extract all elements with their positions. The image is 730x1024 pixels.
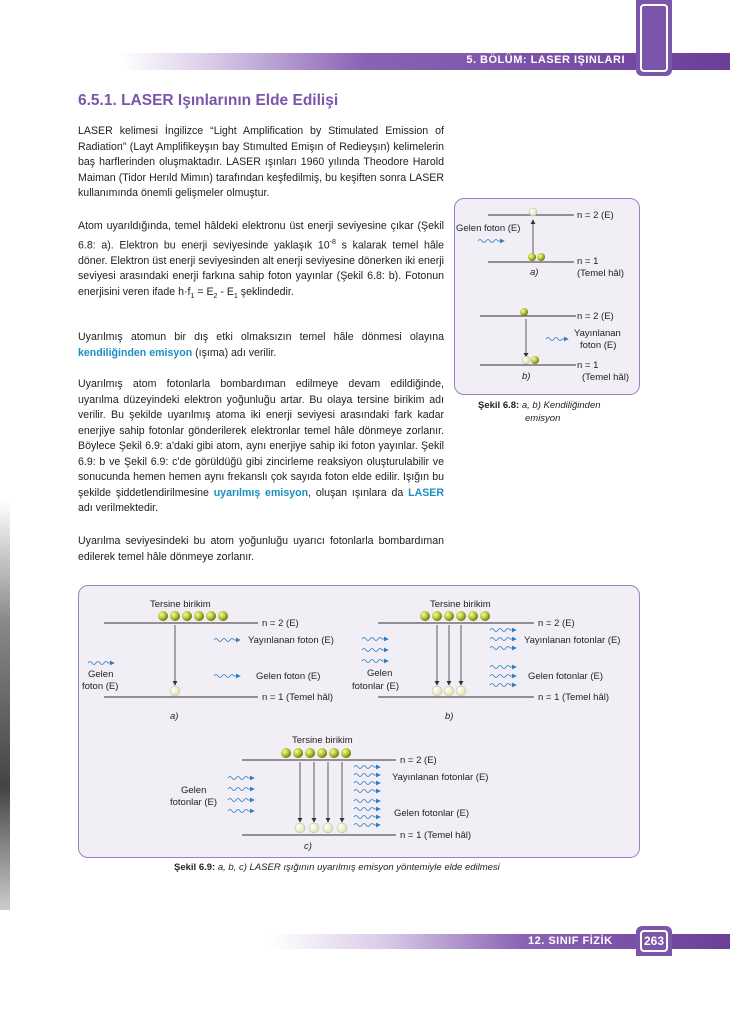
book-title: 12. SINIF FİZİK bbox=[528, 935, 613, 947]
label-population-inversion: Tersine birikim bbox=[150, 599, 211, 610]
photon-icon bbox=[362, 638, 388, 641]
subscript: 1 bbox=[190, 292, 195, 300]
paragraph-spontaneous bbox=[78, 330, 444, 361]
label-incoming: Gelen bbox=[181, 785, 207, 796]
keyword-laser: LASER bbox=[408, 486, 444, 499]
text-run: = E bbox=[194, 285, 214, 298]
figure-6-9-caption bbox=[174, 862, 500, 873]
atom-ground-empty bbox=[522, 356, 530, 364]
label-ground-state: (Temel hâl) bbox=[577, 268, 624, 279]
photon-icon bbox=[490, 675, 516, 678]
paragraph-stimulated bbox=[78, 377, 444, 517]
text-run: (ışıma) adı verilir. bbox=[192, 346, 277, 359]
text-run: , oluşan ışınlara da bbox=[308, 486, 409, 499]
paragraph-bombardment: Uyarılma seviyesindeki bu atom yoğunluğu uyarıcı fotonlarla bombardıman edilerek temel hâle dönmeye zorlanır. bbox=[78, 535, 444, 563]
atom-ground bbox=[295, 823, 305, 833]
label-incoming: Gelen bbox=[88, 669, 114, 680]
label-incoming-photons: Gelen fotonlar (E) bbox=[528, 671, 603, 682]
atom-ground bbox=[309, 823, 319, 833]
paragraph-excitation bbox=[78, 219, 444, 304]
label-photon-e: foton (E) bbox=[580, 340, 617, 351]
photon-icon bbox=[490, 666, 516, 669]
text-run: Uyarılmış atomun bir dış etki olmaksızın temel hâle dönmesi olayına bbox=[78, 331, 444, 343]
section-title: 6.5.1. LASER Işınlarının Elde Edilişi bbox=[78, 92, 339, 109]
photon-icon bbox=[228, 799, 254, 802]
photon-icon bbox=[490, 629, 516, 632]
atom-ground bbox=[456, 686, 466, 696]
photon-icon bbox=[214, 639, 240, 642]
photon-icon bbox=[214, 675, 240, 678]
photon-icon bbox=[228, 777, 254, 780]
photon-icon bbox=[354, 782, 380, 785]
excited-atoms-row bbox=[281, 748, 351, 758]
keyword-stimulated-emission: uyarılmış emisyon bbox=[213, 486, 309, 499]
photon-icon bbox=[354, 824, 380, 827]
figure-6-8 bbox=[454, 198, 640, 395]
label-n1: n = 1 bbox=[577, 360, 599, 371]
photon-icon bbox=[490, 647, 516, 650]
photon-icon bbox=[354, 816, 380, 819]
label-emitted-photons: Yayınlanan fotonlar (E) bbox=[392, 772, 489, 783]
excited-atoms-row bbox=[420, 611, 490, 621]
keyword-spontaneous-emission: kendiliğinden emisyon bbox=[78, 346, 193, 359]
caption-text: a, b) Kendiliğinden bbox=[519, 400, 601, 411]
corner-tab-frame bbox=[640, 4, 668, 72]
label-n1: n = 1 (Temel hâl) bbox=[400, 830, 472, 841]
figure-6-9 bbox=[78, 585, 640, 858]
label-n2: n = 2 (E) bbox=[400, 755, 437, 766]
label-population-inversion: Tersine birikim bbox=[292, 735, 353, 746]
label-photon-e: foton (E) bbox=[82, 681, 119, 692]
photon-icon bbox=[354, 790, 380, 793]
chapter-title: 5. BÖLÜM: LASER IŞINLARI bbox=[466, 54, 625, 66]
excited-atoms-row bbox=[158, 611, 228, 621]
paragraph-intro: LASER kelimesi İngilizce “Light Amplification by Stimulated Emission of Radiation” (Layt Amplifikeyşın bay Stımulted Emişın of Redieyşın) kelimelerin baş harflerinden oluşmaktadır. LASER ışınları 1960 yılında Theodore Harold Maiman (Tidor Herıld Mimın) tarafından keşfedilmiş, bu keşiften sonra LASER kullanımında önemli gelişmeler olmuştur. bbox=[78, 125, 444, 199]
label-n1: n = 1 (Temel hâl) bbox=[538, 692, 610, 703]
caption-label: Şekil 6.8: bbox=[478, 400, 520, 411]
label-n2: n = 2 (E) bbox=[577, 210, 614, 221]
label-photons-e: fotonlar (E) bbox=[170, 797, 217, 808]
caption-text: a, b, c) LASER ışığının uyarılmış emisyon yöntemiyle elde edilmesi bbox=[215, 862, 500, 873]
label-a: a) bbox=[170, 711, 179, 722]
photon-icon bbox=[362, 649, 388, 652]
atom-excited bbox=[520, 308, 528, 316]
photon-icon bbox=[228, 788, 254, 791]
label-n2: n = 2 (E) bbox=[262, 618, 299, 629]
atom-ground bbox=[337, 823, 347, 833]
photon-icon bbox=[354, 808, 380, 811]
label-c: c) bbox=[304, 841, 312, 852]
photon-icon bbox=[354, 774, 380, 777]
label-ground-state: (Temel hâl) bbox=[582, 372, 629, 383]
label-incoming: Gelen bbox=[367, 668, 393, 679]
text-run: adı verilmektedir. bbox=[78, 502, 159, 514]
label-incoming-photon: Gelen foton (E) bbox=[456, 223, 521, 234]
photon-wave-icon bbox=[546, 338, 562, 341]
photon-icon bbox=[362, 660, 388, 663]
photon-icon bbox=[354, 766, 380, 769]
photon-icon bbox=[228, 810, 254, 813]
text-run: şeklindedir. bbox=[237, 285, 294, 298]
label-emitted-photon: Yayınlanan foton (E) bbox=[248, 635, 334, 646]
photon-icon bbox=[490, 684, 516, 687]
label-n1: n = 1 (Temel hâl) bbox=[262, 692, 334, 703]
subscript: 1 bbox=[233, 292, 238, 300]
label-n2: n = 2 (E) bbox=[538, 618, 575, 629]
label-incoming-photons: Gelen fotonlar (E) bbox=[394, 808, 469, 819]
label-incoming-photon: Gelen foton (E) bbox=[256, 671, 321, 682]
atom-ground bbox=[444, 686, 454, 696]
atom-ground bbox=[531, 356, 539, 364]
figure-6-8-caption-line2: emisyon bbox=[525, 413, 561, 424]
atom-ground bbox=[323, 823, 333, 833]
atom-ground bbox=[432, 686, 442, 696]
caption-label: Şekil 6.9: bbox=[174, 862, 216, 873]
label-emitted-photons: Yayınlanan fotonlar (E) bbox=[524, 635, 621, 646]
superscript: -8 bbox=[329, 238, 336, 246]
figure-6-8-caption bbox=[478, 400, 601, 411]
label-b: b) bbox=[445, 711, 454, 722]
photon-icon bbox=[354, 800, 380, 803]
text-run: - E bbox=[217, 285, 234, 298]
text-run: Atom uyarıldığında, temel hâldeki elektronu üst enerji seviyesine çıkar (Şekil 6.8: a). Elektron bu enerji seviyesinde yaklaşık 10 bbox=[78, 220, 444, 252]
label-b: b) bbox=[522, 371, 531, 382]
atom-ground bbox=[170, 686, 180, 696]
photon-wave-icon bbox=[478, 240, 498, 243]
photon-icon bbox=[88, 662, 114, 665]
left-edge-decoration bbox=[0, 500, 10, 910]
label-photons-e: fotonlar (E) bbox=[352, 681, 399, 692]
photon-icon bbox=[490, 638, 516, 641]
label-a: a) bbox=[530, 267, 539, 278]
text-run: s kalarak temel hâle döner. Elektron üst enerji seviyesinden alt enerji seviyesine dönerken iki enerji seviyesi arasındaki enerji farkına sahip foton yayınlar (Şekil 6.8: b). Fotonun enerjisini veren ifade h·f bbox=[78, 239, 445, 298]
label-n2: n = 2 (E) bbox=[577, 311, 614, 322]
label-n1: n = 1 bbox=[577, 256, 599, 267]
text-run: Uyarılmış atom fotonlarla bombardıman edilmeye devam edildiğinde, uyarılma düzeyindeki elektron yoğunluğu artar. Bu olaya tersine birikim adı verilir. Bu şekilde uyarılmış atoma iki enerji seviyesi arasındaki fark kadar enerjiye sahip fotonlar gönderilerek elektronlar temel hâle dönmeye zorlanır. Böylece Şekil 6.9: a'daki gibi atom, aynı enerjiye sahip iki foton yayınlar. Şekil 6.9: b ve Şekil 6.9: c'de görüldüğü gibi zincirleme reaksiyon oluşturulabilir ve sonucunda hemen hemen aynı frekanslı çok sayıda foton elde edilir. Işığın bu şekilde şiddetlendirilmesine bbox=[78, 378, 444, 499]
atom-excited-empty bbox=[529, 208, 537, 216]
atom-ground bbox=[537, 253, 545, 261]
page-number: 263 bbox=[640, 930, 668, 952]
subscript: 2 bbox=[213, 292, 218, 300]
atom-ground bbox=[528, 253, 536, 261]
label-population-inversion: Tersine birikim bbox=[430, 599, 491, 610]
label-emitted: Yayınlanan bbox=[574, 328, 621, 339]
